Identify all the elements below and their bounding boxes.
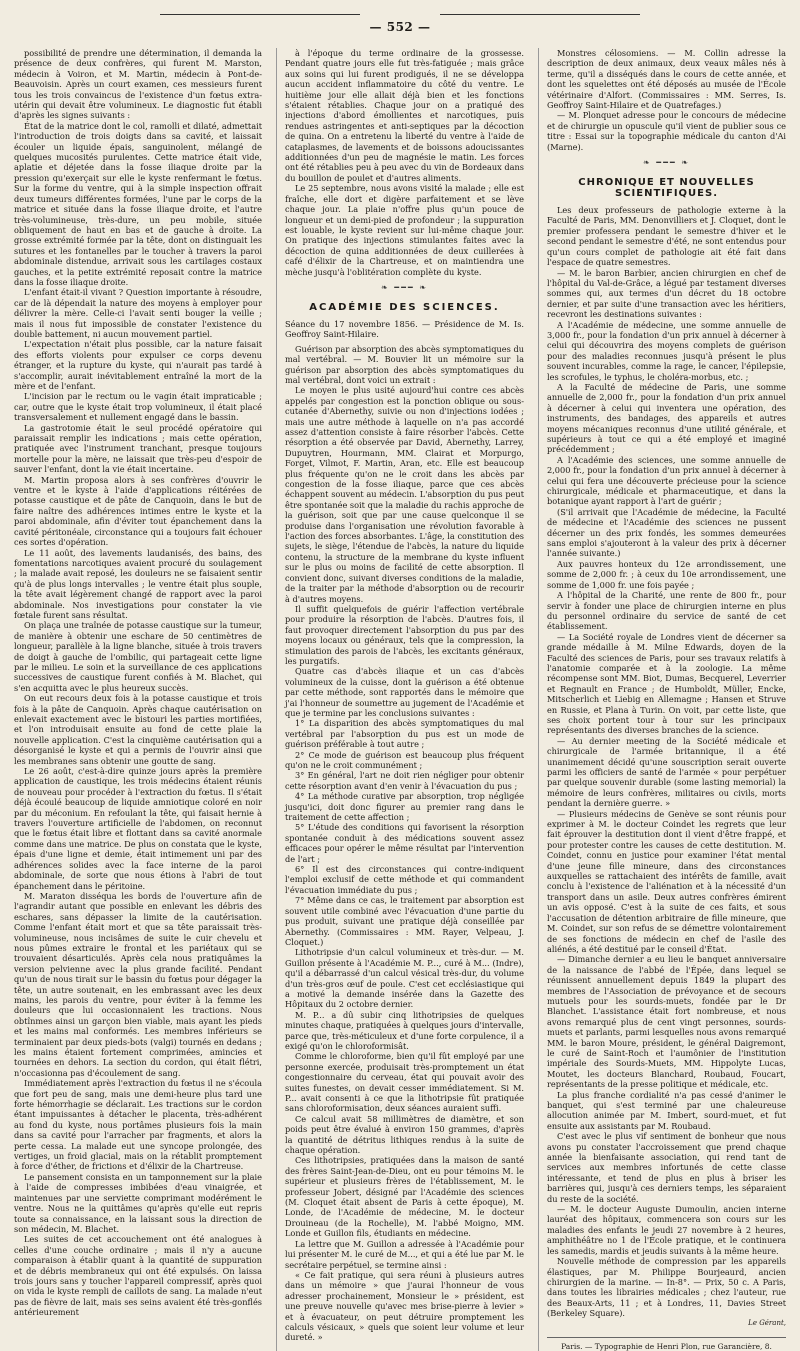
seance-line: Séance du 17 novembre 1856. — Présidence de M. Is. Geoffroy Saint-Hilaire. [285,318,524,340]
paragraph: État de la matrice dont le col, ramolli et dilaté, admettait l'introduction de trois doigts dans sa cavité, et laissait écouler un liquide épais, sanguinolent, mélangé de quelques mucosités purulentes. Cette matrice était vide, aplatie et déjetée dans la fosse iliaque droite par la pression qu'exerçait sur elle le kyste renfermant le fœtus. Sur la forme du ventre, qui à la simple inspection offrait deux tumeurs différentes formées, l'une par le corps de la matrice et située dans la fosse iliaque droite, et l'autre très-volumineuse, très-dure, un peu mobile, située obliquement de haut en bas et de gauche à droite. La grosse extrémité formée par la tête, dont on distinguait les sutures et les fontanelles par le toucher à travers la paroi abdominale distendue, arrivait sous les cartilages costaux gauches, et la petite extrémité reposait contre la matrice dans la fosse iliaque droite. [14,120,262,287]
paragraph: — Dimanche dernier a eu lieu le banquet anniversaire de la naissance de l'abbé de l'Épée, dans lequel se réunissent annuellement depuis 1849 la plupart des membres de l'Association de prévoyance et de secours mutuels pour les sourds-muets, fondée par le Dr Blanchet. L'assistance était fort nombreuse, et nous avons remarqué plus de cent vingt personnes, sourds-muets et parlants, parmi lesquelles nous avons remarqué MM. le baron Moure, président, le général Daigremont, le curé de Saint-Roch et l'aumônier de l'institution impériale des Sourds-Muets, MM. Hippolyte Lucas, Moutet, les docteurs Blanchard, Roubaud, Foucart, représentants de la presse politique et médicale, etc. [547,954,786,1090]
paragraph: Ce calcul avait 58 millimètres de diamètre, et son poids peut être évalué à environ 150 grammes, d'après la quantité de détritus lithiques rendus à la suite de chaque opération. [285,1113,524,1156]
paragraph: Le 26 août, c'est-à-dire quinze jours après la première application de caustique, les trois médecins étaient réunis de nouveau pour procéder à l'extraction du fœtus. Il s'était déjà écoulé beaucoup de liquide amniotique coloré en noir par du méconium. En refoulant la tête, qui faisait hernie à travers l'ouverture artificielle de l'abdomen, on reconnut que le fœtus était libre et flottant dans sa cavité anormale comme dans une matrice. De plus on constata que le kyste, épais d'une ligne et demie, était intimement uni par des adhérences solides avec la face interne de la paroi abdominale, de sorte que nous étions à l'abri de tout épanchement dans le péritoine. [14,766,262,891]
paragraph: Lithotripsie d'un calcul volumineux et très-dur. — M. Guillon présente à l'Académie M. P..., curé à M... (Indre), qu'il a débarrassé d'un calcul vésical très-dur, du volume d'un très-gros œuf de poule. C'est cet ecclésiastique qui a motivé la demande insérée dans la Gazette des Hôpitaux du 2 octobre dernier. [285,947,524,1010]
paragraph: — Au dernier meeting de la Société médicale et chirurgicale de l'armée britannique, il a été unanimement décidé qu'une souscription serait ouverte parmi les officiers de santé de l'armée « pour perpétuer par quelque souvenir durable (some lasting memorial) la mémoire de leurs confrères, militaires ou civils, morts pendant la dernière guerre. » [547,735,786,809]
paragraph: Le 25 septembre, nous avons visité la malade ; elle est fraîche, elle dort et digère parfaitement et se lève chaque jour. La plaie n'offre plus qu'un pouce de longueur et un demi-pied de profondeur ; la suppuration est louable, le kyste revient sur lui-même chaque jour. On pratique des injections stimulantes faites avec la décoction de quina additionnées de deux cuillerées à café d'élixir de la Chartreuse, et on maintiendra une mèche jusqu'à l'oblitération complète du kyste. [285,183,524,277]
paragraph: La plus franche cordialité n'a pas cessé d'animer le banquet, qui s'est terminé par une chaleureuse allocution animée par M. Imbert, sourd-muet, et fut ensuite aux assistants par M. Roubaud. [547,1089,786,1131]
page-number: — 552 — [369,20,431,34]
header-rule-right [440,14,640,15]
paragraph: Immédiatement après l'extraction du fœtus il ne s'écoula que fort peu de sang, mais une demi-heure plus tard une forte hémorrhagie se déclarait. Les tractions sur le cordon étant impuissantes à détacher le placenta, très-adhérent au fond du kyste, nous portâmes plusieurs fois la main dans sa cavité pour l'arracher par fragments, et alors la perte cessa. La malade eut une syncope prolongée, des vertiges, un froid glacial, mais on la rétablit promptement à force d'éther, de frictions et d'élixir de la Chartreuse. [14,1078,262,1172]
paragraph: — M. Plonquet adresse pour le concours de médecine et de chirurgie un opuscule qu'il vient de publier sous ce titre : Essai sur la topographie médicale du canton d'Ai (Marne). [547,110,786,152]
paragraph: — Plusieurs médecins de Genève se sont réunis pour exprimer à M. le docteur Coindet les regrets que leur fait éprouver la destitution dont il vient d'être frappé, et pour protester contre les causes de cette destitution. M. Coindet, connu en justice pour examiner l'état mental d'une jeune fille mineure, dans des circonstances auxquelles se rattachaient des intérêts de famille, avait conclu à l'existence de l'aliénation et à la nécessité d'un transport dans un asile. Deux autres confrères émirent un avis opposé. C'est à la suite de ces faits, et sous l'accusation de détention arbitraire de fille mineure, que M. Coindet, sur son refus de se démettre volontairement de ses fonctions de médecin en chef de l'asile des aliénés, a été destitué par le conseil d'État. [547,808,786,954]
paragraph: L'expectation n'était plus possible, car la nature faisait des efforts violents pour expulser ce corps devenu étranger, et la rupture du kyste, qui n'aurait pas tardé à s'accomplir, aurait inévitablement entraîné la mort de la mère et de l'enfant. [14,339,262,391]
paragraph: C'est avec le plus vif sentiment de bonheur que nous avons pu constater l'accroissement que prend chaque année la bienfaisante association, qui rend tant de services aux membres infortunés de cette classe intéressante, et tend de plus en plus à briser les barrières qui, jusqu'à ces derniers temps, les séparaient du reste de la société. [547,1131,786,1204]
academie-title: ACADÉMIE DES SCIENCES. [309,301,500,313]
paragraph: « Ce fait pratique, qui sera réuni à plusieurs autres dans un mémoire » que j'aurai l'honneur de vous adresser prochainement, Monsieur le » président, est une preuve nouvelle qu'avec mes brise-pierre à levier » et à évacuateur, on peut détruire promptement les calculs vésicaux, » quels que soient leur volume et leur dureté. » [285,1269,524,1343]
text-columns [14,48,786,1351]
paragraph: A l'Académie des sciences, une somme annuelle de 2,000 fr., pour la fondation d'un prix annuel à décerner à celui qui fera une découverte précieuse pour la science chirurgicale, médicale et pharmaceutique, et dans la botanique ayant rapport à l'art de guérir ; [547,454,786,507]
paragraph: 3° En général, l'art ne doit rien négliger pour obtenir cette résorption avant d'en venir à l'évacuation du pus ; [285,770,524,791]
printer-imprint: Paris. — Typographie de Henri Plon, rue Garancière, 8. [547,1337,786,1351]
paragraph: Monstres célosomiens. — M. Collin adresse la description de deux animaux, deux veaux mâles nés à terme, qu'il a disséqués dans le cours de cette année, et dont les squelettes ont été déposés au musée de l'École vétérinaire d'Alfort. (Commissaires : MM. Serres, Is. Geoffroy Saint-Hilaire et de Quatrefages.) [547,48,786,111]
paragraph: 5° L'étude des conditions qui favorisent la résorption spontanée conduit à des médications souvent assez efficaces pour opérer le même résultat par l'intervention de l'art ; [285,822,524,864]
paragraph: M. Martin proposa alors à ses confrères d'ouvrir le ventre et le kyste à l'aide d'applications réitérées de potasse caustique et de pâte de Canquoin, dans le but de faire naître des adhérences intimes entre le kyste et la paroi abdominale, afin d'éviter tout épanchement dans la cavité péritonéale, circonstance qui a toujours fait échouer ces sortes d'opération. [14,474,262,548]
paragraph: 6° Il est des circonstances qui contre-indiquent l'emploi exclusif de cette méthode et qui commandent l'évacuation immédiate du pus ; [285,864,524,895]
paragraph: possibilité de prendre une détermination, il demanda la présence de deux confrères, qui furent M. Marston, médecin à Voiron, et M. Martin, médecin à Pont-de-Beauvoisin. Après un court examen, ces messieurs furent tous les trois convaincus de l'existence d'un fœtus extra-utérin qui devait être volumineux. Le diagnostic fut établi d'après les signes suivants : [14,48,262,121]
section-separator: ❧ ━━━ ❧ [381,282,428,292]
paragraph: La gastrotomie était le seul procédé opératoire qui paraissait remplir les indications ; mais cette opération, pratiquée avec l'instrument tranchant, presque toujours mortelle pour la mère, ne laissait que très-peu d'espoir de sauver l'enfant, dont la vie était incertaine. [14,422,262,475]
academie-proceedings [285,344,524,1343]
paragraph: A l'Académie de médecine, une somme annuelle de 3,000 fr., pour la fondation d'un prix annuel à décerner à celui qui découvrira des moyens complets de guérison pour des maladies reconnues jusqu'à présent le plus souvent incurables, comme la rage, le cancer, l'épilepsie, les scrofules, le typhus, le choléra-morbus, etc. ; [547,319,786,382]
paragraph: 1° La disparition des abcès symptomatiques du mal vertébral par l'absorption du pus est un mode de guérison préférable à tout autre ; [285,718,524,750]
paragraph: 7° Même dans ce cas, le traitement par absorption est souvent utile combiné avec l'évacuation d'une partie du pus produit, suivant une pratique déjà conseillée par Abernethy. (Commissaires : MM. Rayer, Velpeau, J. Cloquet.) [285,895,524,947]
section-separator-2: ❧ ━━━ ❧ [643,158,690,168]
paragraph: A l'hôpital de la Charité, une rente de 800 fr., pour servir à fonder une place de chirurgien interne en plus du personnel ordinaire du service de santé de cet établissement. [547,590,786,632]
paragraph: 4° La méthode curative par absorption, trop négligée jusqu'ici, doit donc figurer au premier rang dans le traitement de cette affection ; [285,791,524,823]
paragraph: Les suites de cet accouchement ont été analogues à celles d'une couche ordinaire ; mais il n'y a aucune comparaison à établir quant à la quantité de suppuration et de débris membraneux qui ont été expulsés. On laissa trois jours sans y toucher l'appareil compressif, après quoi on vida le kyste rempli de caillots de sang. La malade n'eut pas de fièvre de lait, mais ses seins avaient été très-gonflés antérieurement [14,1234,262,1318]
paragraph: L'incision par le rectum ou le vagin était impraticable ; car, outre que le kyste était trop volumineux, il était placé transversalement et nullement engagé dans le bassin. [14,391,262,423]
paragraph: A la Faculté de médecine de Paris, une somme annuelle de 2,000 fr., pour la fondation d'un prix annuel à décerner à celui qui inventera une opération, des instruments, des bandages, des appareils et autres moyens mécaniques reconnus d'une utilité générale, et supérieurs à tout ce qui a été employé et imaginé précédemment ; [547,381,786,455]
page-header [0,16,800,35]
paragraph: Comme le chloroforme, bien qu'il fût employé par une personne exercée, produisait très-promptement un état congestionnaire du cerveau, état qui pouvait avoir des suites funestes, on devait cesser immédiatement. Si M. P... avait consenti à ce que la lithotripsie fût pratiquée sans chloroformisation, deux séances auraient suffi. [285,1051,524,1114]
chroniques-body [547,205,786,1318]
paragraph: — La Société royale de Londres vient de décerner sa grande médaille à M. Milne Edwards, doyen de la Faculté des sciences de Paris, pour ses travaux relatifs à l'anatomie comparée et à la zoologie. La même récompense sont MM. Biot, Dumas, Becquerel, Leverrier et Regnault en France ; de Humboldt, Müller, Encke, Mitscherlich et Liebig en Allemagne ; Hansen et Struve en Russie, et Plana à Turin. On voit, par cette liste, que ses choix portent tour à tour sur les principaux représentants des diverses branches de la science. [547,631,786,736]
gerant-line: Le Gérant, [748,1318,786,1327]
chroniques-title: CHRONIQUE ET NOUVELLES SCIENTIFIQUES. [578,177,755,200]
paragraph: Ces lithotripsies, pratiquées dans la maison de santé des frères Saint-Jean-de-Dieu, ont eu pour témoins M. le supérieur et plusieurs frères de l'établissement, M. le professeur Jobert, désigné par l'Académie des sciences (M. Cloquet était absent de Paris à cette époque), M. Londe, de l'Académie de médecine, M. le docteur Drouineau (de la Rochelle), M. l'abbé Moigno, MM. Londe et Guillon fils, étudiants en médecine. [285,1155,524,1239]
paragraph: Le 11 août, des lavements laudanisés, des bains, des fomentations narcotiques avaient procuré du soulagement ; la malade avait reposé, les douleurs ne se faisaient sentir qu'à de plus longs intervalles ; le ventre était plus souple, la tête avait légèrement changé de rapport avec la paroi abdominale. Nos investigations pour constater la vie fœtale furent sans résultat. [14,547,262,620]
paragraph: 2° Ce mode de guérison est beaucoup plus fréquent qu'on ne le croit communément ; [285,749,524,770]
column-3 [538,48,786,1351]
paragraph: Il suffit quelquefois de guérir l'affection vertébrale pour produire la résorption de l'abcès. D'autres fois, il faut provoquer directement l'absorption du pus par des moyens locaux ou généraux, tels que la compression, la stimulation des parois de l'abcès, les excitants généraux, les purgatifs. [285,603,524,666]
paragraph: Les deux professeurs de pathologie externe à la Faculté de Paris, MM. Denonvilliers et J. Cloquet, dont le premier professera pendant le semestre d'hiver et le second pendant le semestre d'été, ne sont entendus pour qu'un cours complet de pathologie ait été fait dans l'espace de quatre semestres. [547,205,786,268]
case-report-continuation [285,48,524,277]
paragraph: Aux pauvres honteux du 12e arrondissement, une somme de 2,000 fr. ; à ceux du 10e arrondissement, une somme de 1,000 fr. une fois payée ; [547,558,786,590]
paragraph: — M. le docteur Auguste Dumoulin, ancien interne lauréat des hôpitaux, commencera son cours sur les maladies des enfants le jeudi 27 novembre à 2 heures, amphithéâtre no 1 de l'École pratique, et le continuera les samedis, mardis et jeudis suivants à la même heure. [547,1204,786,1256]
header-rule-left [160,14,360,15]
paragraph: M. Maraton disséqua les bords de l'ouverture afin de l'agrandir autant que possible en enlevant les débris des eschares, sans dépasser la limite de la cautérisation. Comme l'enfant était mort et que sa tête paraissait très-volumineuse, nous incisâmes de suite le cuir chevelu et nous pûmes extraire le frontal et les pariétaux qui se trouvaient désarticulés. Après cela nous pratiquâmes la version pelvienne avec la plus grande facilité. Pendant qu'un de nous tirait sur le bassin du fœtus pour dégager la tête, un autre soutenait, en les embrassant avec les deux mains, les parois du ventre, pour éviter à la femme les douleurs que lui occasionnaient les tractions. Nous obtînmes ainsi un garçon bien viable, mais ayant les pieds et les mains mal conformés. Les membres inférieurs se terminaient par deux pieds-bots (valgi) tournés en dedans ; les mains étaient fortement comprimées, amincies et tournées en dehors. La section du cordon, qui était flétri, n'occasionna pas d'écoulement de sang. [14,890,262,1078]
paragraph: La lettre que M. Guillon a adressée à l'Académie pour lui présenter M. le curé de M..., et qui a été lue par M. le secrétaire perpétuel, se termine ainsi : [285,1238,524,1270]
paragraph: M. P... a dû subir cinq lithotripsies de quelques minutes chaque, pratiquées à quelques jours d'intervalle, parce que, très-méticuleux et d'une forte corpulence, il a exigé qu'on le chloroformisât. [285,1009,524,1051]
paragraph: (S'il arrivait que l'Académie de médecine, la Faculté de médecine et l'Académie des sciences ne pussent décerner un des prix fondés, les sommes demeurées sans emploi s'ajouteront à la valeur des prix à décerner l'année suivante.) [547,506,786,559]
paragraph: Guérison par absorption des abcès symptomatiques du mal vertébral. — M. Bouvier lit un mémoire sur la guérison par absorption des abcès symptomatiques du mal vertébral, dont voici un extrait : [285,343,524,385]
paragraph: — M. le baron Barbier, ancien chirurgien en chef de l'hôpital du Val-de-Grâce, a légué par testament diverses sommes qui, aux termes d'un décret du 18 octobre dernier, et par suite d'une transaction avec les héritiers, recevront les destinations suivantes : [547,267,786,320]
paragraph: Nouvelle méthode de compression par les appareils élastiques, par M. Philippe Bourjeaurd, ancien chirurgien de la marine. — In-8°. — Prix, 50 c. A Paris, dans toutes les librairies médicales ; chez l'auteur, rue des Beaux-Arts, 11 ; et à Londres, 11, Davies Street (Berkeley Square). [547,1256,786,1319]
paragraph: On plaça une traînée de potasse caustique sur la tumeur, de manière à obtenir une eschare de 50 centimètres de longueur, parallèle à la ligne blanche, située à trois travers de doigt à gauche de l'ombilic, qui partageait cette ligne par le milieu. Le soin et la surveillance de ces applications successives de caustique furent confiés à M. Blachet, qui s'en acquitta avec le plus heureux succès. [14,620,262,693]
paragraph: à l'époque du terme ordinaire de la grossesse. Pendant quatre jours elle fut très-fatiguée ; mais grâce aux soins qui lui furent prodigués, il ne se développa aucun accident inflammatoire du côté du ventre. Le huitième jour elle allait déjà bien et les fonctions s'étaient rétablies. Chaque jour on a pratiqué des injections d'abord émollientes et narcotiques, puis rendues astringentes et anti-septiques par la décoction de quina. On a entretenu la liberté du ventre à l'aide de cataplasmes, de lavements et de boissons adoucissantes additionnées d'un peu de magnésie le matin. Les forces ont été rétablies peu à peu avec du vin de Bordeaux dans du bouillon de poulet et d'autres aliments. [285,48,524,183]
column-2 [276,48,524,1351]
paragraph: On eut recours deux fois à la potasse caustique et trois fois à la pâte de Canquoin. Après chaque cautérisation on enlevait exactement avec le bistouri les parties mortifiées, et l'on introduisait ensuite au fond de cette plaie la nouvelle application. C'est la cinquième cautérisation qui a désorganisé le kyste et qui a permis de l'ouvrir ainsi que les membranes sans obtenir une goutte de sang. [14,693,262,766]
academie-proceedings-continued [547,48,786,152]
paragraph: L'enfant était-il vivant ? Question importante à résoudre, car de là dépendait la nature des moyens à employer pour délivrer la mère. Celle-ci l'avait senti bouger la veille ; mais il nous fut impossible de constater l'existence du double battement, ni aucun mouvement partiel. [14,287,262,339]
paragraph: Le moyen le plus usité aujourd'hui contre ces abcès appelés par congestion est la ponction oblique ou sous-cutanée d'Abernethy, suivie ou non d'injections iodées ; mais une autre méthode à laquelle on n'a pas accordé assez d'attention consiste à faire résorber l'abcès. Cette résorption a été observée par David, Abernethy, Larrey, Dupuytren, Hourmann, MM. Clairat et Morpurgo, Forget, Vilmot, F. Martin, Aran, etc. Elle est beaucoup plus fréquente qu'on ne le croit dans les abcès par congestion de la fosse iliaque, parce que ces abcès échappent souvent au médecin. L'absorption du pus peut être spontanée soit que la maladie du rachis approche de la guérison, soit que par une cause quelconque il se produise dans l'organisation une révolution favorable à l'action des forces absorbantes. L'âge, la constitution des sujets, le siège, l'étendue de l'abcès, la nature du liquide contenu, la structure de la membrane du kyste influent sur le plus ou moins de facilité de cette absorption. Il convient donc, suivant diverses conditions de la maladie, de la traiter par la méthode d'absorption ou de recourir à d'autres moyens. [285,385,524,604]
paragraph: Le pansement consista en un tamponnement sur la plaie à l'aide de compresses imbibées d'eau vinaigrée, et maintenues par une serviette comprimant modérément le ventre. Nous ne la quittâmes qu'après qu'elle eut repris toute sa connaissance, en la laissant sous la direction de son médecin, M. Blachet. [14,1171,262,1234]
paragraph: Quatre cas d'abcès iliaque et un cas d'abcès volumineux de la cuisse, dont la guérison a été obtenue par cette méthode, sont rapportés dans le mémoire que j'ai l'honneur de soumettre au jugement de l'Académie et que je termine par les conclusions suivantes : [285,666,524,718]
column-1 [14,48,262,1351]
